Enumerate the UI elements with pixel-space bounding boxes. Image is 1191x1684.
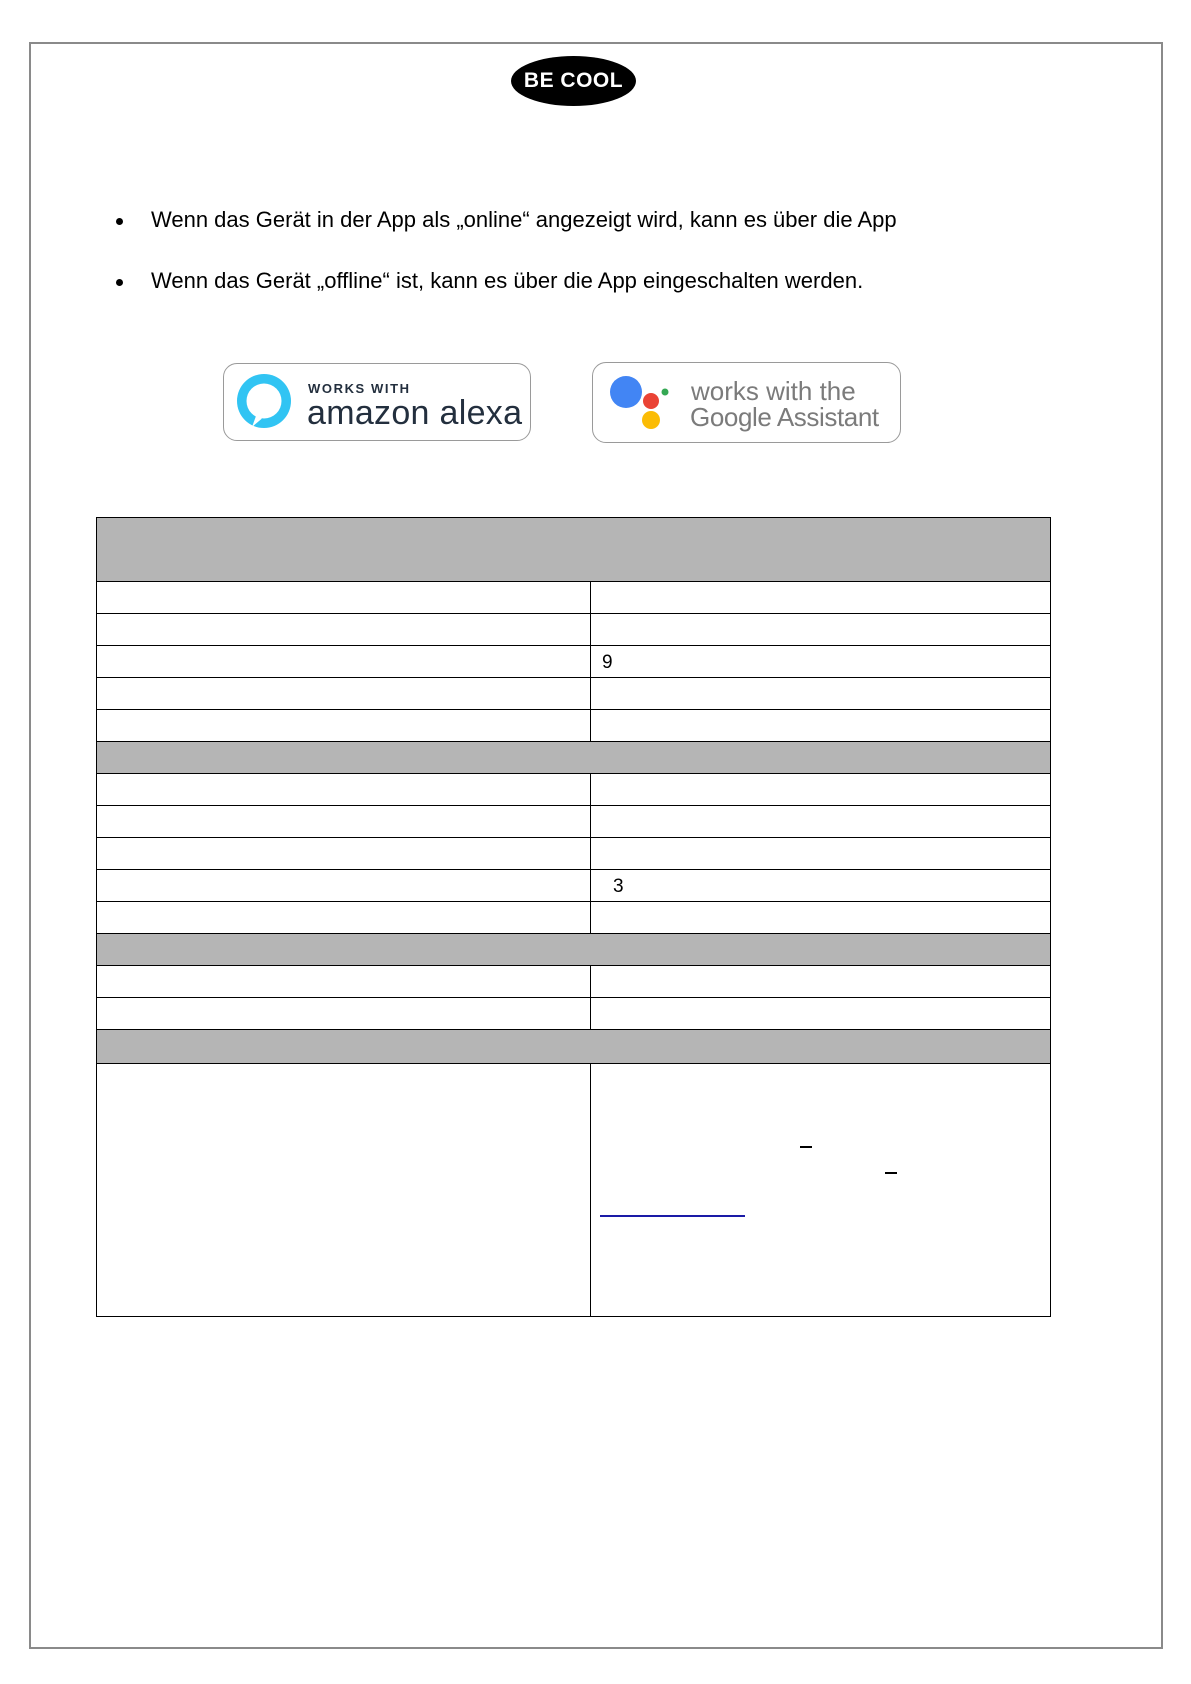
table-row-large (97, 1063, 1050, 1316)
table-cell-value (591, 998, 1050, 1029)
works-with-alexa-badge (223, 363, 531, 441)
google-works-with-text: works with the (691, 376, 856, 406)
table-section-header (97, 933, 1050, 965)
table-cell-value (591, 870, 1050, 901)
table-section-header (97, 1029, 1050, 1063)
bullet-dot-icon (116, 218, 123, 225)
alexa-brand-text: amazon alexa (307, 394, 523, 432)
be-cool-logo (511, 56, 636, 106)
table-cell-label (97, 806, 591, 837)
table-cell-label (97, 582, 591, 613)
table-row (97, 709, 1050, 741)
table-section-header (97, 741, 1050, 773)
bullet-text: Wenn das Gerät in der App als „online“ angezeigt wird, kann es über die App (151, 207, 897, 232)
table-cell-value (591, 710, 1050, 741)
table-cell-value (591, 1064, 1050, 1316)
table-cell-label (97, 614, 591, 645)
table-cell-value (591, 678, 1050, 709)
bullet-list (112, 205, 1012, 296)
table-cell-value (591, 774, 1050, 805)
alexa-works-with-text: WORKS WITH (308, 381, 411, 396)
table-cell-value (591, 838, 1050, 869)
alexa-ring-icon (234, 372, 294, 432)
table-row (97, 677, 1050, 709)
bullet-item (112, 266, 1012, 296)
table-row (97, 901, 1050, 933)
bullet-text: Wenn das Gerät „offline“ ist, kann es über die App eingeschalten werden. (151, 268, 864, 293)
bullet-item (112, 205, 1012, 235)
table-cell-value (591, 806, 1050, 837)
table-cell-label (97, 902, 591, 933)
table-row (97, 805, 1050, 837)
hyperlink-underline[interactable] (600, 1215, 745, 1217)
table-value-9: 9 (602, 652, 613, 673)
assistant-word: Assistant (771, 402, 879, 432)
table-cell-value (591, 614, 1050, 645)
google-assistant-icon (609, 375, 671, 437)
table-cell-label (97, 838, 591, 869)
table-cell-value (591, 646, 1050, 677)
table-cell-label (97, 998, 591, 1029)
table-cell-label (97, 710, 591, 741)
table-row (97, 581, 1050, 613)
table-cell-label (97, 774, 591, 805)
google-word: Google (690, 402, 772, 432)
logo-text: BE COOL (523, 69, 624, 92)
table-row (97, 613, 1050, 645)
table-cell-value (591, 902, 1050, 933)
table-row (97, 997, 1050, 1029)
spec-table (96, 517, 1051, 1317)
table-cell-label (97, 870, 591, 901)
bullet-dot-icon (116, 279, 123, 286)
table-cell-value (591, 966, 1050, 997)
table-cell-label (97, 646, 591, 677)
table-cell-label (97, 678, 591, 709)
table-row (97, 773, 1050, 805)
table-cell-label (97, 1064, 591, 1316)
google-assistant-text (690, 402, 879, 433)
table-row (97, 645, 1050, 677)
table-row (97, 869, 1050, 901)
table-cell-label (97, 966, 591, 997)
dash-mark (800, 1146, 812, 1148)
table-row (97, 965, 1050, 997)
table-row (97, 837, 1050, 869)
table-cell-value (591, 582, 1050, 613)
works-with-google-assistant-badge (592, 362, 901, 443)
dash-mark (885, 1172, 897, 1174)
table-header-row (97, 518, 1050, 581)
table-value-3: 3 (613, 876, 624, 897)
